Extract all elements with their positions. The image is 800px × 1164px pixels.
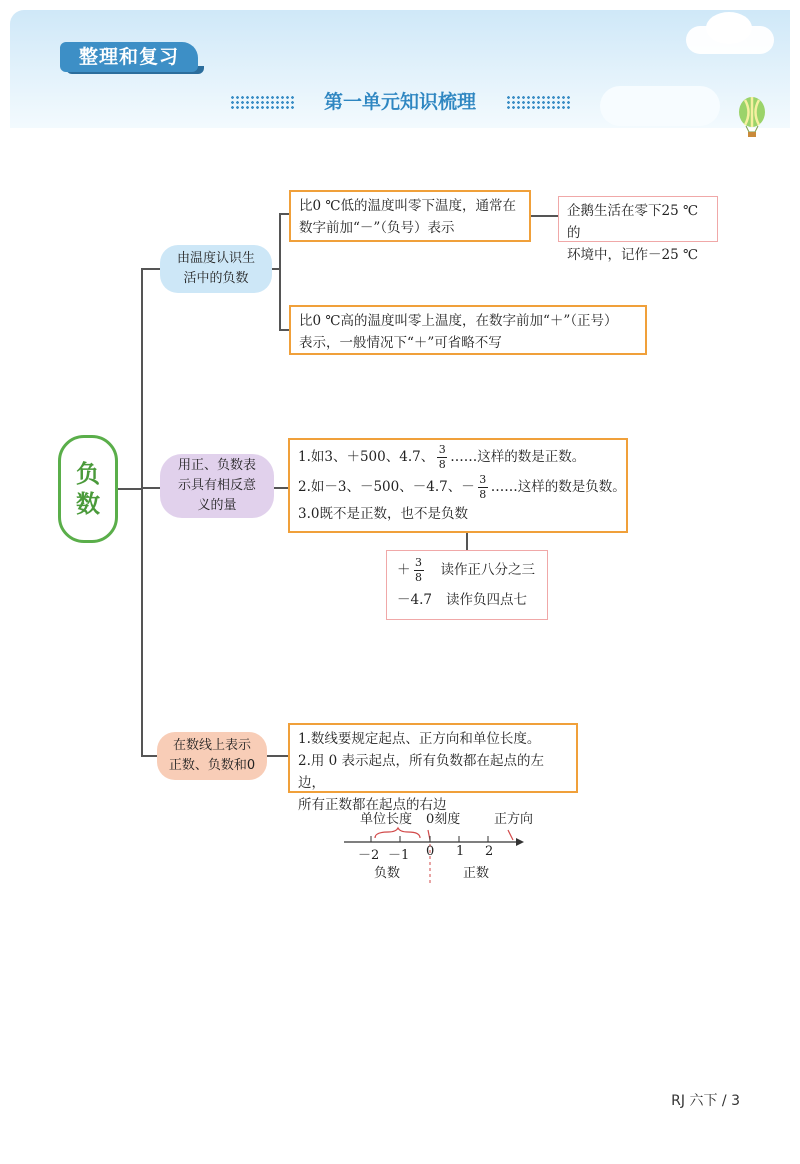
tick-label: 0	[426, 844, 435, 859]
axis-arrow	[516, 838, 524, 846]
note-positive-negative	[288, 438, 628, 533]
tick-label: －1	[388, 848, 410, 863]
connector-line	[279, 213, 281, 329]
zero-line: 3.0既不是正数，也不是负数	[298, 506, 468, 522]
connector-line	[141, 755, 157, 757]
section-tag: 整理和复习	[60, 42, 198, 72]
tick-label: －2	[358, 848, 380, 863]
negative-example-line: 2.如－3、－500、－4.7、－ $\frac{3}{8}$ ……这样的数是负数。	[298, 472, 626, 501]
connector-line	[274, 487, 288, 489]
label-positive: 正数	[463, 866, 490, 881]
connector-line	[466, 532, 468, 550]
balloon-icon	[734, 96, 770, 140]
label-negative: 负数	[374, 866, 401, 881]
cloud-decoration	[600, 86, 720, 126]
label-positive-direction: 正方向	[494, 812, 534, 827]
unit-length-brace	[375, 828, 420, 838]
fraction: $\frac{3}{8}$	[415, 555, 422, 584]
note-number-line: 1.数线要规定起点、正方向和单位长度。 2.用 0 表示起点，所有负数都在起点的左边， 所有正数都在起点的右边	[288, 723, 578, 793]
dotted-decoration	[506, 95, 572, 109]
note-above-zero: 比0 ℃高的温度叫零上温度，在数字前加“＋”（正号） 表示，一般情况下“＋”可省略不写	[289, 305, 647, 355]
connector-line	[279, 213, 289, 215]
branch-temperature: 由温度认识生 活中的负数	[160, 245, 272, 293]
connector-line	[279, 329, 289, 331]
branch-number-line: 在数线上表示 正数、负数和0	[157, 732, 267, 780]
label-zero-mark: 0刻度	[426, 812, 461, 827]
positive-example-line: 1.如3、＋500、4.7、 $\frac{3}{8}$ ……这样的数是正数。	[298, 442, 586, 471]
tick-label: 2	[485, 844, 494, 859]
fraction: $\frac{3}{8}$	[479, 472, 487, 501]
page-number: RJ 六下 / 3	[671, 1093, 740, 1109]
example-penguin: 企鹅生活在零下25 ℃的 环境中，记作－25 ℃	[558, 196, 718, 242]
connector-line	[141, 487, 160, 489]
cloud-decoration	[706, 12, 752, 44]
center-node-text: 负	[76, 460, 100, 488]
reading-negative: －4.7 读作负四点七	[397, 592, 527, 608]
connector-line	[141, 268, 160, 270]
fraction: $\frac{3}{8}$	[438, 442, 446, 471]
connector-line	[118, 488, 142, 490]
connector-line	[267, 755, 288, 757]
dotted-decoration	[230, 95, 296, 109]
direction-pointer	[508, 830, 513, 840]
center-node	[58, 435, 118, 543]
reading-positive: ＋ $\frac{3}{8}$ 读作正八分之三	[397, 555, 535, 584]
center-node-text: 数	[76, 490, 100, 518]
connector-line	[141, 268, 143, 756]
branch-opposite-quantities: 用正、负数表 示具有相反意 义的量	[160, 454, 274, 518]
tick-label: 1	[456, 844, 465, 859]
note-below-zero: 比0 ℃低的温度叫零下温度，通常在 数字前加“－”（负号）表示	[289, 190, 531, 242]
label-unit-length: 单位长度	[360, 812, 413, 827]
unit-title: 第一单元知识梳理	[323, 91, 476, 113]
reading-examples	[386, 550, 548, 620]
connector-line	[530, 215, 558, 217]
